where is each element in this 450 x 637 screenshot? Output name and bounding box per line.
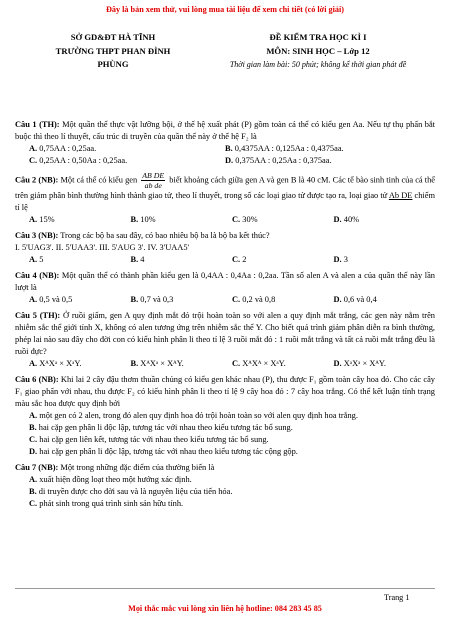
option-c: C. 30% [232, 215, 258, 224]
options [15, 214, 435, 226]
option-a: A. 5 [29, 255, 44, 264]
department-name: SỞ GD&ĐT HÀ TĨNH [70, 32, 156, 42]
options [15, 410, 435, 458]
option-a: A. 15% [29, 215, 55, 224]
question-label: Câu 7 (NB): [15, 463, 59, 472]
option-c: C. hai cặp gen liên kết, tương tác với nhau theo kiểu tương tác bổ sung. [29, 435, 269, 444]
option-b: B. XᴬXᵃ × XᴬY. [130, 359, 184, 368]
gamete-label: Ab DE [388, 191, 413, 200]
exam-time: Thời gian làm bài: 50 phút; không kể thời gian phát đề [229, 60, 407, 69]
school-name-cont: PHÙNG [97, 59, 129, 69]
option-a: A. XᴬXᵃ × XᵃY. [29, 359, 82, 368]
options [15, 143, 435, 167]
question-text: Một quần thể có thành phần kiểu gen là 0,4AA : 0,4Aa : 0,2aa. Tần số alen A và alen a của quần thể này lần lượt là [15, 271, 435, 292]
genotype-fraction: $\frac{\text{AB DE}}{\text{ab de}}$ [142, 171, 165, 190]
option-a: A. xuất hiện đồng loạt theo một hướng xác định. [29, 475, 192, 484]
option-b: B. 4 [130, 255, 145, 264]
option-b: B. 0,4375AA : 0,125Aa : 0,4375aa. [225, 144, 344, 153]
option-c: C. 2 [232, 255, 247, 264]
option-c: C. 0,25AA : 0,50Aa : 0,25aa. [29, 156, 128, 165]
option-c: C. phát sinh trong quá trình sinh sản hữu tính. [29, 499, 184, 508]
question-label: Câu 6 (NB): [15, 375, 59, 384]
question-text: Khi lai 2 cây đậu thơm thuần chủng có kiểu gen khác nhau (P), thu được F₁ gồm toàn cây hoa đỏ. Cho các cây F₁ giao phấn với nhau, thu được F₂ có kiểu hình phân li theo tỉ lệ 9 cây hoa đỏ : 7 cây hoa trắng. Có thể kết luận tính trạng màu sắc hoa được quy định bởi [15, 375, 435, 408]
option-d: D. hai cặp gen phân li độc lập, tương tác với nhau theo kiểu tương tác cộng gộp. [29, 447, 298, 456]
option-d: D. 0,6 và 0,4 [333, 295, 377, 304]
option-b: B. 10% [130, 215, 156, 224]
option-d: D. 0,375AA : 0,25Aa : 0,375aa. [225, 156, 332, 165]
question-text: Ở ruồi giấm, gen A quy định mắt đỏ trội hoàn toàn so với alen a quy định mắt trắng, các gen này nằm trên nhiễm sắc thể giới tính X, không có alen tương ứng trên nhiễm sắc thể Y. Cho biết quá trình giảm phân diễn ra bình thường, phép lai nào sau đây cho đời con có kiểu hình phân li theo tỉ lệ 3 ruồi mắt đỏ : 1 ruồi mắt trắng và tất cả ruồi mắt trắng đều là ruồi đực? [15, 311, 435, 356]
question-text: Trong các bộ ba sau đây, có bao nhiêu bộ ba là bộ ba kết thúc? [58, 231, 270, 240]
question-3 [15, 230, 435, 266]
option-a: A. 0,5 và 0,5 [29, 295, 73, 304]
question-label: Câu 5 (TH): [15, 311, 61, 320]
question-text: Một quần thể thực vật lưỡng bội, ở thế hệ xuất phát (P) gồm toàn cá thể có kiểu gen Aa. Nếu tự thụ phấn bắt buộc thì theo lí thuyết, cấu trúc di truyền của quần thể này ở thế hệ F₂ là [15, 120, 435, 141]
question-6 [15, 374, 435, 458]
options [15, 474, 435, 510]
options [15, 358, 435, 370]
school-header [28, 31, 198, 72]
footer-divider [15, 588, 435, 589]
questions [15, 119, 435, 510]
question-label: Câu 4 (NB): [15, 271, 60, 280]
option-d: D. 40% [333, 215, 360, 224]
question-5 [15, 310, 435, 370]
question-label: Câu 3 (NB): [15, 231, 59, 240]
question-1 [15, 119, 435, 167]
question-text: Một trong những đặc điểm của thường biến là [58, 463, 215, 472]
question-7 [15, 462, 435, 510]
option-b: B. 0,7 và 0,3 [130, 295, 174, 304]
exam-subject: MÔN: SINH HỌC – Lớp 12 [266, 45, 370, 56]
school-name: TRƯỜNG THPT PHAN ĐÌNH [55, 45, 171, 56]
question-label: Câu 1 (TH): [15, 120, 60, 129]
question-2: Câu 2 (NB): Một cá thể có kiểu gen $\frac{\text{AB DE}}{\text{ab de}}$ biết khoảng cách giữa gen A và gen B là 40 cM. Các tế bào sinh tinh của cá thể trên giảm phân bình thường hình thành giao tử, theo lí thuyết, trong số các loại giao tử được tạo ra, loại giao tử Ab DE chiếm tỉ lệ A. 15% B. 10% C. 30% D. 40% [15, 171, 435, 224]
option-c: C. XᴬXᴬ × XᵃY. [232, 359, 286, 368]
hotline-footer: Mọi thắc mắc vui lòng xin liên hệ hotline: 084 283 45 85 [128, 604, 322, 613]
options [15, 294, 435, 306]
option-c: C. 0,2 và 0,8 [232, 295, 276, 304]
question-4 [15, 270, 435, 306]
preview-banner: Đây là bản xem thử, vui lòng mua tài liệu để xem chi tiết (có lời giải) [105, 5, 344, 14]
exam-header [218, 31, 418, 72]
options [15, 254, 435, 266]
question-label: Câu 2 (NB): [15, 175, 59, 185]
codon-list: I. 5'UAG3'. II. 5'UAA3'. III. 5'AUG 3'. IV. 3'UAA5' [15, 243, 190, 252]
option-b: B. hai cặp gen phân li độc lập, tương tác với nhau theo kiểu tương tác bổ sung. [29, 423, 293, 432]
option-a: A. một gen có 2 alen, trong đó alen quy định hoa đỏ trội hoàn toàn so với alen quy định hoa trắng. [29, 411, 358, 420]
page-number: Trang 1 [384, 593, 410, 602]
option-d: D. 3 [333, 255, 348, 264]
option-a: A. 0,75AA : 0,25aa. [29, 144, 97, 153]
exam-title: ĐỀ KIỂM TRA HỌC KÌ I [269, 32, 367, 42]
option-b: B. di truyền được cho đời sau và là nguyên liệu của tiến hóa. [29, 487, 233, 496]
option-d: D. XᵃXᵃ × XᴬY. [333, 359, 386, 368]
